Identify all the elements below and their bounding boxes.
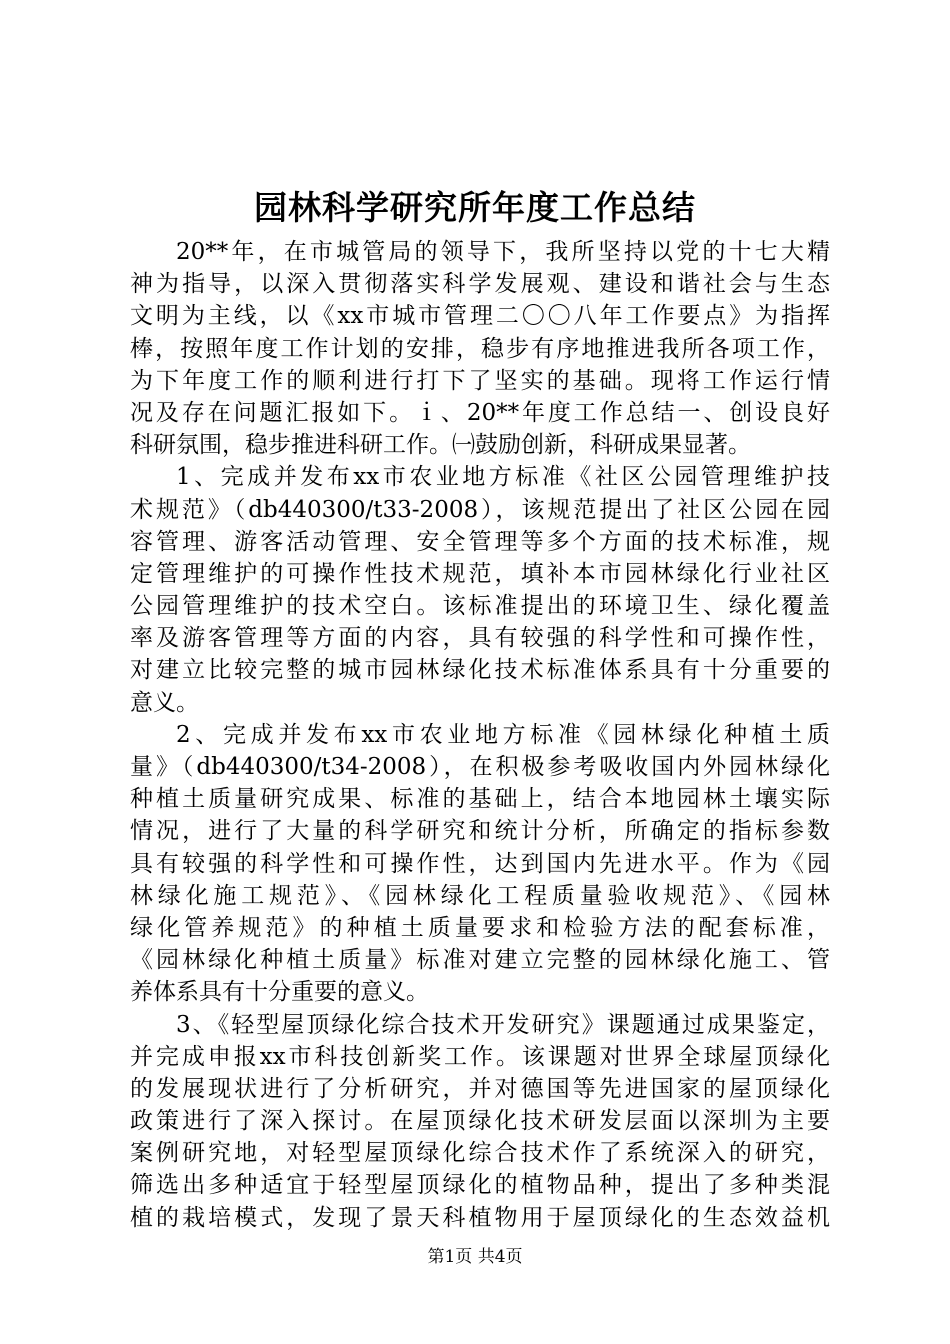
paragraph-line: 植的栽培模式，发现了景天科植物用于屋顶绿化的生态效益机 xyxy=(130,1204,830,1231)
paragraph-line: 意义。 xyxy=(130,689,199,716)
paragraph-line: 文明为主线，以《xx市城市管理二〇〇八年工作要点》为指挥 xyxy=(130,303,830,330)
paragraph-line: 3、《轻型屋顶绿化综合技术开发研究》课题通过成果鉴定， xyxy=(176,1011,830,1038)
paragraph-line: 2、完成并发布xx市农业地方标准《园林绿化种植土质 xyxy=(176,721,830,748)
paragraph-line: 筛选出多种适宜于轻型屋顶绿化的植物品种，提出了多种类混 xyxy=(130,1172,830,1199)
paragraph-line: 术规范》（db440300/t33-2008），该规范提出了社区公园在园 xyxy=(130,496,830,523)
paragraph-line: 率及游客管理等方面的内容，具有较强的科学性和可操作性， xyxy=(130,625,830,652)
paragraph-line: 种植土质量研究成果、标准的基础上，结合本地园林土壤实际 xyxy=(130,786,830,813)
paragraph-line: 并完成申报xx市科技创新奖工作。该课题对世界全球屋顶绿化 xyxy=(130,1043,830,1070)
paragraph-line: 养体系具有十分重要的意义。 xyxy=(130,979,429,1006)
paragraph-line: 量》（db440300/t34-2008），在积极参考吸收国内外园林绿化 xyxy=(130,754,830,780)
paragraph-line: 对建立比较完整的城市园林绿化技术标准体系具有十分重要的 xyxy=(130,657,830,684)
page-number-footer: 第1页 共4页 xyxy=(427,1247,523,1267)
paragraph-line: 科研氛围，稳步推进科研工作。㈠鼓励创新，科研成果显著。 xyxy=(130,432,751,459)
paragraph-line: 公园管理维护的技术空白。该标准提出的环境卫生、绿化覆盖 xyxy=(130,593,830,620)
paragraph-line: 林绿化施工规范》、《园林绿化工程质量验收规范》、《园林 xyxy=(130,882,830,909)
paragraph-line: 政策进行了深入探讨。在屋顶绿化技术研发层面以深圳为主要 xyxy=(130,1108,830,1135)
paragraph-line: 容管理、游客活动管理、安全管理等多个方面的技术标准，规 xyxy=(130,528,830,555)
paragraph-line: 1、完成并发布xx市农业地方标准《社区公园管理维护技 xyxy=(176,464,830,491)
paragraph-line: 具有较强的科学性和可操作性，达到国内先进水平。作为《园 xyxy=(130,850,830,877)
paragraph-line: 20**年，在市城管局的领导下，我所坚持以党的十七大精 xyxy=(176,239,830,265)
paragraph-line: 情况，进行了大量的科学研究和统计分析，所确定的指标参数 xyxy=(130,818,830,845)
paragraph-line: 神为指导，以深入贯彻落实科学发展观、建设和谐社会与生态 xyxy=(130,271,830,298)
paragraph-line: 为下年度工作的顺利进行打下了坚实的基础。现将工作运行情 xyxy=(130,367,830,394)
paragraph-line: 绿化管养规范》的种植土质量要求和检验方法的配套标准， xyxy=(130,914,830,941)
paragraph-line: 定管理维护的可操作性技术规范，填补本市园林绿化行业社区 xyxy=(130,560,830,587)
document-title: 园林科学研究所年度工作总结 xyxy=(254,188,696,227)
paragraph-line: 案例研究地，对轻型屋顶绿化综合技术作了系统深入的研究， xyxy=(130,1140,830,1167)
paragraph-line: 况及存在问题汇报如下。ｉ、20**年度工作总结一、创设良好 xyxy=(130,399,830,426)
paragraph-line: 《园林绿化种植土质量》标准对建立完整的园林绿化施工、管 xyxy=(130,947,830,974)
document-body xyxy=(130,236,830,1234)
paragraph-line: 的发展现状进行了分析研究，并对德国等先进国家的屋顶绿化 xyxy=(130,1075,830,1102)
paragraph-line: 棒，按照年度工作计划的安排，稳步有序地推进我所各项工作， xyxy=(130,335,830,362)
